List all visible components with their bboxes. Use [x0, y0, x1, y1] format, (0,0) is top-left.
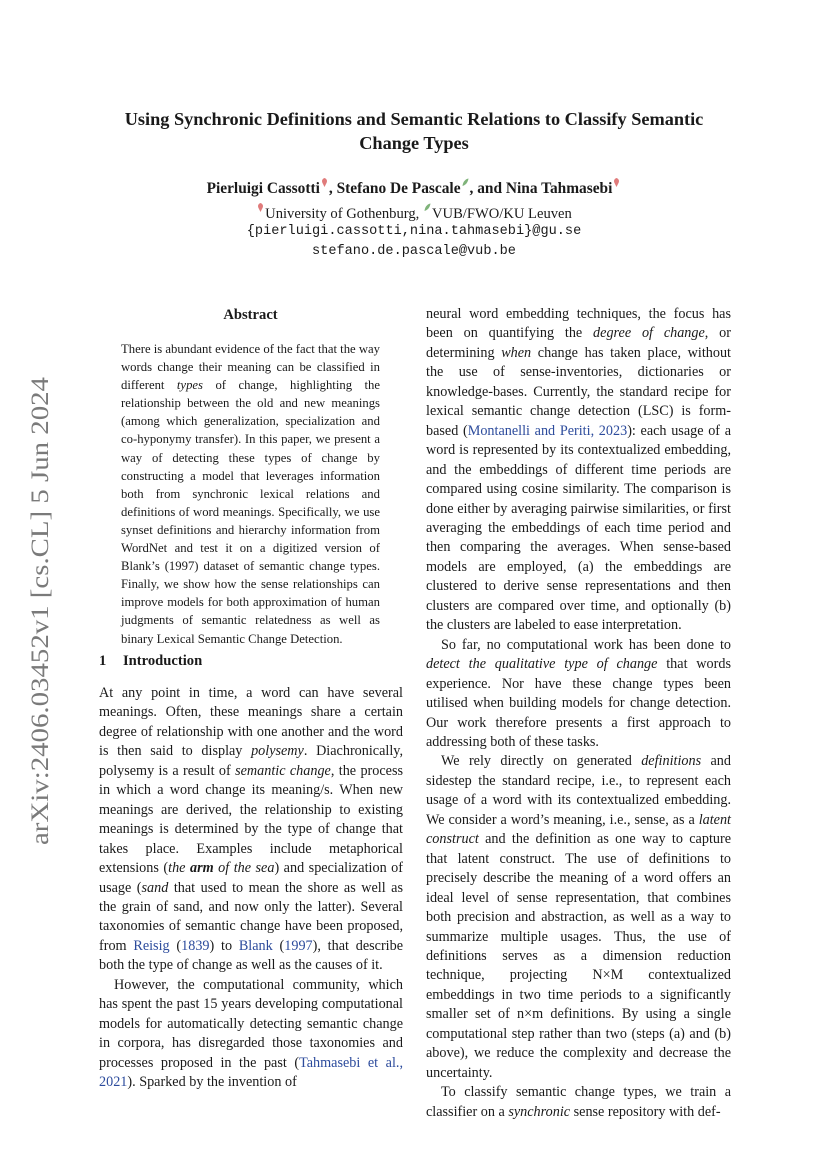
- arxiv-stamp-text: arXiv:2406.03452v1 [cs.CL] 5 Jun 2024: [27, 439, 54, 845]
- author-list: [80, 178, 748, 199]
- left-column: [99, 684, 403, 1093]
- affiliation-vub: VUB/FWO/KU Leuven: [431, 206, 572, 222]
- paragraph: neural word embedding techniques, the focus has been on quantifying the degree of change, or determining when change has taken place, without the use of sense-inventories, dictionaries or knowledge-bases. Currently, the standard recipe for lexical semantic change detection (LSC) is form-based (Montanelli and Periti, 2023): each usage of a word is represented by its contextualized embedding, and the embeddings of different time periods are compared using cosine similarity. The comparison is done either by averaging pairwise similarities, or first averaging the embeddings of each time period and then comparing the averages. When sense-based models are employed, (a) the embeddings are clustered to derive sense representations and then clusters are compared over time, and optionally (b) the clusters are labeled to ease interpretation.: [426, 306, 731, 634]
- author-3: , and Nina Tahmasebi: [469, 180, 613, 197]
- citation-link[interactable]: 1997: [284, 937, 313, 954]
- paragraph: So far, no computational work has been done to detect the qualitative type of change that words experience. Nor have these change types been utilised when building models for change detection. Our work therefore presents a first approach to addressing both of these tasks.: [426, 636, 731, 750]
- paper-title: [80, 107, 748, 155]
- affiliations: [80, 203, 748, 224]
- abstract-text: There is abundant evidence of the fact that the way words change their meaning can be classified in different: [121, 342, 380, 393]
- abstract-heading: Abstract: [223, 307, 278, 323]
- email-gu: {pierluigi.cassotti,nina.tahmasebi}@gu.se: [246, 224, 582, 239]
- green-affiliation-icon: [462, 178, 469, 187]
- citation-link[interactable]: 1839: [181, 937, 210, 954]
- red-affiliation-icon: [321, 178, 328, 187]
- author-1: Pierluigi Cassotti: [206, 180, 320, 197]
- title-line-1: Using Synchronic Definitions and Semantic Relations to Classify Semantic: [124, 109, 704, 129]
- citation-link[interactable]: Tahmasebi et al., 2021: [99, 1054, 403, 1091]
- citation-link[interactable]: Blank: [238, 937, 273, 954]
- paragraph: To classify semantic change types, we train a classifier on a synchronic sense repository with def-: [426, 1084, 731, 1120]
- abstract-term: types: [176, 378, 203, 393]
- email-vub: stefano.de.pascale@vub.be: [312, 244, 516, 259]
- paragraph: However, the computational community, which has spent the past 15 years developing computational models for automatically detecting semantic change in corpora, has disregarded those taxonomies and processes proposed in the past (Tahmasebi et al., 2021). Sparked by the invention of: [99, 976, 403, 1091]
- paragraph: At any point in time, a word can have several meanings. Often, these meanings share a certain degree of relationship with one another and the word is then said to display polysemy. Diachronically, polysemy is a result of semantic change, the process in which a word change its meaning/s. When new meanings are derived, the relationship to existing meanings is determined by the type of change that takes place. Examples include metaphorical extensions (the arm of the sea) and specialization of usage (sand that used to mean the shore as well as the grain of sand, and now only the latter). Several taxonomies of semantic change have been proposed, from Reisig (1839) to Blank (1997), that describe both the type of change as well as the causes of it.: [99, 685, 404, 974]
- abstract-body: [121, 340, 380, 648]
- section-number: 1: [99, 653, 107, 669]
- paragraph: We rely directly on generated definitions and sidestep the standard recipe, i.e., to represent each usage of a word with its contextualized embedding. We consider a word’s meaning, i.e., sense, as a latent construct and the definition as one way to capture that latent construct. The use of definitions to precisely describe the meaning of a word offers an ideal level of sense representation, that combines both precision and abstraction, as well as a way to summarize multiple usages. Thus, the use of definitions serves as a dimension reduction technique, projecting N×M contextualized embeddings in two time periods to a significantly smaller set of n×m definitions. By using a single computational step rather than two (steps (a) and (b) above), we reduce the complexity and decrease the uncertainty.: [426, 753, 731, 1081]
- section-heading-introduction: [99, 653, 202, 670]
- citation-link[interactable]: Montanelli and Periti, 2023: [467, 422, 628, 439]
- arxiv-stamp: [24, 375, 54, 845]
- red-affiliation-icon: [257, 203, 264, 212]
- title-line-2: Change Types: [359, 133, 469, 153]
- abstract-text: of change, highlighting the relationship between the old and new meanings (among which generalization, specialization and co-hyponymy transfer). In this paper, we present a way of detecting these types of change by constructing a model that leverages information both from synchronic lexical relations and definitions of word meanings. Specifically, we use synset definitions and hierarchy information from WordNet and test it on a digitized version of Blank’s (1997) dataset of semantic change types. Finally, we show how the sense relationships can improve models for both approximation of human judgments of semantic relatedness as well as binary Lexical Semantic Change Detection.: [121, 378, 380, 646]
- author-2: , Stefano De Pascale: [328, 180, 461, 197]
- right-column: [426, 305, 731, 1122]
- red-affiliation-icon: [613, 178, 620, 187]
- citation-link[interactable]: Reisig: [133, 937, 170, 954]
- green-affiliation-icon: [424, 203, 431, 212]
- affiliation-gothenburg: University of Gothenburg,: [265, 206, 420, 222]
- section-title: Introduction: [123, 653, 203, 669]
